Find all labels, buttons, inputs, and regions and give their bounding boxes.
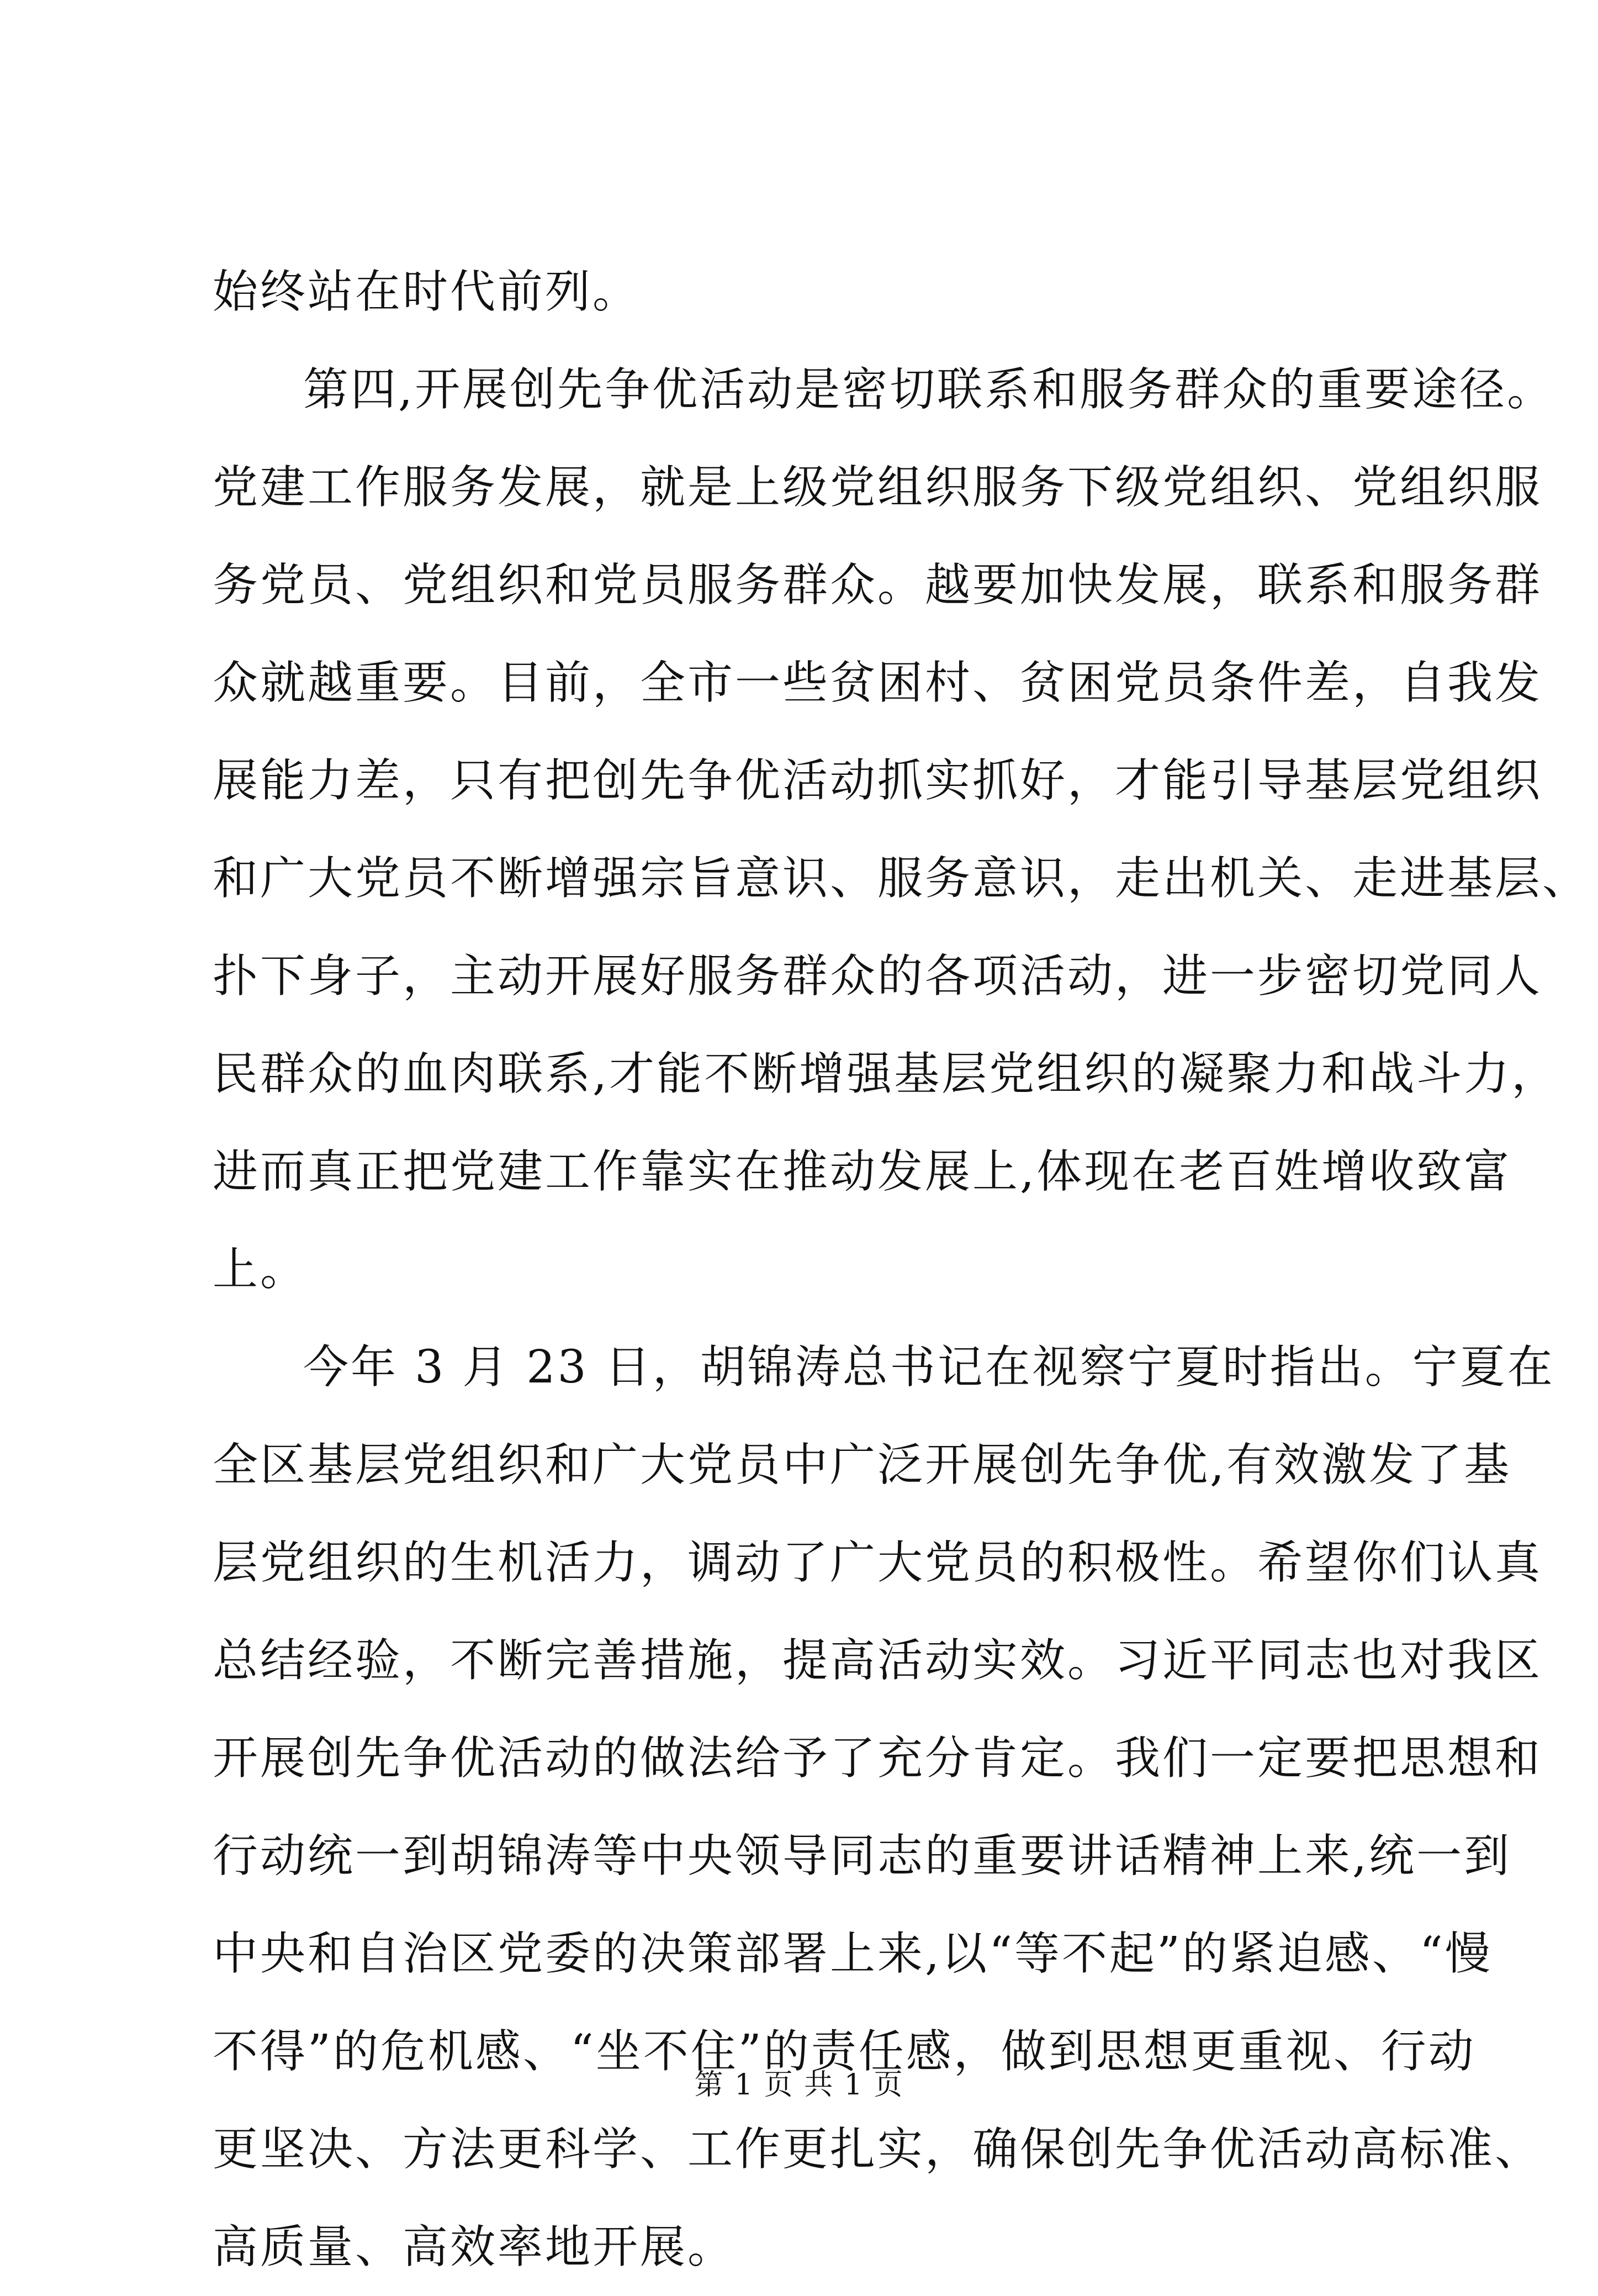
page-footer: 第 1 页 共 1 页 <box>694 2068 904 2102</box>
text-line: 和广大党员不断增强宗旨意识、服务意识，走出机关、走进基层、 <box>213 852 1590 905</box>
text-line: 今年 3 月 23 日，胡锦涛总书记在视察宁夏时指出。宁夏在 <box>303 1341 1555 1394</box>
text-line: 层党组织的生机活力，调动了广大党员的积极性。希望你们认真 <box>213 1537 1543 1589</box>
text-line: 务党员、党组织和党员服务群众。越要加快发展，联系和服务群 <box>213 559 1543 611</box>
text-line: 不得”的危机感、“坐不住”的责任感，做到思想更重视、行动 <box>213 2025 1476 2078</box>
text-line: 高质量、高效率地开展。 <box>213 2221 735 2273</box>
text-line: 扑下身子，主动开展好服务群众的各项活动，进一步密切党同人 <box>213 950 1543 1002</box>
text-line: 众就越重要。目前，全市一些贫困村、贫困党员条件差，自我发 <box>213 657 1543 709</box>
text-line: 上。 <box>213 1243 308 1296</box>
text-line: 展能力差，只有把创先争优活动抓实抓好，才能引导基层党组织 <box>213 754 1543 807</box>
text-line: 开展创先争优活动的做法给予了充分肯定。我们一定要把思想和 <box>213 1732 1543 1785</box>
text-line: 更坚决、方法更科学、工作更扎实，确保创先争优活动高标准、 <box>213 2123 1543 2176</box>
text-line: 行动统一到胡锦涛等中央领导同志的重要讲话精神上来,统一到 <box>213 1830 1512 1882</box>
text-line: 党建工作服务发展，就是上级党组织服务下级党组织、党组织服 <box>213 461 1543 514</box>
text-line: 第四,开展创先争优活动是密切联系和服务群众的重要途径。 <box>303 363 1555 416</box>
text-line: 进而真正把党建工作靠实在推动发展上,体现在老百姓增收致富 <box>213 1146 1512 1198</box>
text-line: 中央和自治区党委的决策部署上来,以“等不起”的紧迫感、“慢 <box>213 1928 1493 1980</box>
text-line: 全区基层党组织和广大党员中广泛开展创先争优,有效激发了基 <box>213 1439 1512 1491</box>
text-line: 民群众的血肉联系,才能不断增强基层党组织的凝聚力和战斗力， <box>213 1048 1559 1100</box>
text-line: 总结经验，不断完善措施，提高活动实效。习近平同志也对我区 <box>213 1634 1543 1687</box>
text-line: 始终站在时代前列。 <box>213 266 641 318</box>
document-body <box>213 243 1590 2296</box>
